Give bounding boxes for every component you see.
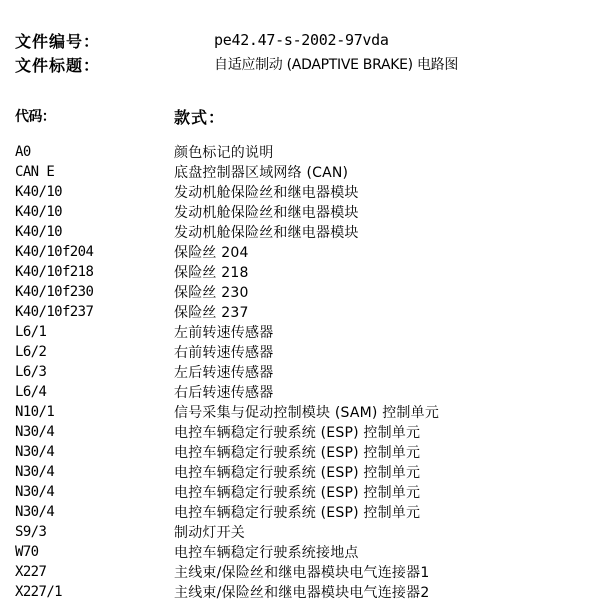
component-description: 电控车辆稳定行驶系统 (ESP) 控制单元: [174, 445, 421, 461]
component-description: 电控车辆稳定行驶系统 (ESP) 控制单元: [174, 505, 421, 521]
document-header: [15, 28, 458, 76]
doc-title-value: 自适应制动 (ADAPTIVE BRAKE) 电路图: [214, 57, 459, 73]
component-description: 发动机舱保险丝和继电器模块: [174, 185, 359, 201]
list-item: [15, 342, 439, 362]
list-item: [15, 462, 439, 482]
list-item: [15, 582, 439, 602]
component-description: 电控车辆稳定行驶系统 (ESP) 控制单元: [174, 425, 421, 441]
component-description: 右前转速传感器: [174, 345, 274, 361]
component-code: L6/4: [15, 384, 47, 400]
list-item: [15, 382, 439, 402]
component-description: 保险丝 218: [174, 265, 249, 281]
component-description: 左前转速传感器: [174, 325, 274, 341]
component-code: N30/4: [15, 484, 55, 500]
component-code: K40/10f204: [15, 244, 94, 260]
component-description: 制动灯开关: [174, 525, 245, 541]
component-description: 保险丝 204: [174, 245, 249, 261]
component-code: X227/1: [15, 584, 62, 600]
component-code: K40/10f218: [15, 264, 94, 280]
component-code: W70: [15, 544, 39, 560]
component-code: L6/1: [15, 324, 47, 340]
list-item: [15, 262, 439, 282]
component-description: 电控车辆稳定行驶系统接地点: [174, 545, 359, 561]
component-code: N30/4: [15, 424, 55, 440]
list-item: [15, 302, 439, 322]
component-description: 发动机舱保险丝和继电器模块: [174, 205, 359, 221]
component-code: N30/4: [15, 464, 55, 480]
style-column-header: 款式：: [174, 107, 226, 127]
list-item: [15, 182, 439, 202]
component-description: 信号采集与促动控制模块 (SAM) 控制单元: [174, 405, 440, 421]
list-item: [15, 242, 439, 262]
list-item: [15, 542, 439, 562]
doc-title-label: 文件标题：: [15, 55, 101, 75]
list-item: [15, 362, 439, 382]
code-column-header: 代码：: [15, 109, 56, 125]
component-code: L6/3: [15, 364, 47, 380]
component-list: [15, 142, 439, 602]
component-description: 主线束/保险丝和继电器模块电气连接器2: [174, 585, 430, 601]
component-description: 发动机舱保险丝和继电器模块: [174, 225, 359, 241]
list-item: [15, 162, 439, 182]
component-description: 左后转速传感器: [174, 365, 274, 381]
component-description: 底盘控制器区域网络 (CAN): [174, 165, 349, 181]
component-code: CAN E: [15, 164, 55, 180]
component-code: X227: [15, 564, 47, 580]
component-description: 主线束/保险丝和继电器模块电气连接器1: [174, 565, 430, 581]
list-item: [15, 402, 439, 422]
component-code: K40/10: [15, 184, 62, 200]
component-code: K40/10f230: [15, 284, 94, 300]
component-code: N10/1: [15, 404, 55, 420]
doc-number-label: 文件编号：: [15, 31, 101, 51]
doc-number-value: pe42.47-s-2002-97vda: [214, 31, 389, 49]
list-item: [15, 282, 439, 302]
component-code: S9/3: [15, 524, 47, 540]
component-description: 电控车辆稳定行驶系统 (ESP) 控制单元: [174, 465, 421, 481]
component-code: N30/4: [15, 504, 55, 520]
list-item: [15, 562, 439, 582]
doc-number-row: [15, 28, 458, 52]
component-description: 右后转速传感器: [174, 385, 274, 401]
component-code: N30/4: [15, 444, 55, 460]
list-item: [15, 442, 439, 462]
list-item: [15, 222, 439, 242]
list-item: [15, 482, 439, 502]
component-code: K40/10f237: [15, 304, 94, 320]
component-code: L6/2: [15, 344, 47, 360]
component-code: K40/10: [15, 224, 62, 240]
component-description: 电控车辆稳定行驶系统 (ESP) 控制单元: [174, 485, 421, 501]
list-item: [15, 522, 439, 542]
list-item: [15, 322, 439, 342]
doc-title-row: [15, 52, 458, 76]
component-description: 保险丝 230: [174, 285, 249, 301]
component-description: 颜色标记的说明: [174, 145, 274, 161]
list-item: [15, 202, 439, 222]
component-code: K40/10: [15, 204, 62, 220]
list-item: [15, 502, 439, 522]
component-code: A0: [15, 144, 31, 160]
column-headers: [15, 104, 225, 128]
list-item: [15, 142, 439, 162]
component-description: 保险丝 237: [174, 305, 249, 321]
list-item: [15, 422, 439, 442]
